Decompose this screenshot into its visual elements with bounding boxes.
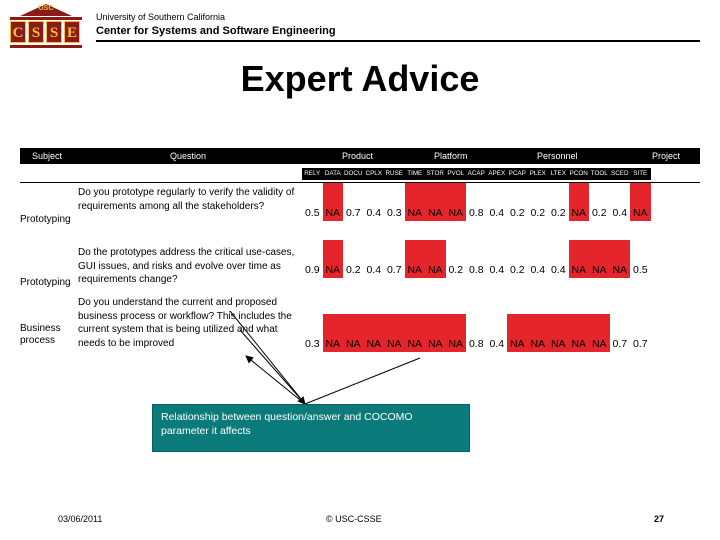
value-text: NA (345, 338, 361, 350)
arrow-question-line (240, 330, 305, 404)
column-subject: Subject (32, 151, 63, 161)
parameter-label: RELY (304, 170, 321, 177)
value-text: NA (366, 338, 382, 350)
parameter-label: DATA (324, 170, 341, 177)
value-text: NA (591, 338, 607, 350)
value-text: 0.4 (489, 338, 505, 350)
value-text: 0.2 (345, 264, 361, 276)
parameter-label: PVOL (447, 170, 465, 177)
parameter-label: DOCU (343, 170, 363, 177)
logo-letter: S (28, 21, 44, 43)
value-text: NA (325, 338, 341, 350)
value-text: 0.9 (304, 264, 320, 276)
value-text: NA (530, 338, 546, 350)
value-text: 0.8 (468, 264, 484, 276)
value-text: 0.7 (345, 207, 361, 219)
column-platform: Platform (434, 151, 468, 161)
value-text: NA (427, 264, 443, 276)
arrow-to-values (305, 358, 420, 404)
logo-letter: C (10, 21, 26, 43)
logo-letter: E (64, 21, 80, 43)
column-project: Project (652, 151, 681, 161)
value-text: NA (632, 207, 648, 219)
row-question: Do you prototype regularly to verify the validity of requirements among all the stakeholders? (78, 187, 295, 212)
value-text: 0.2 (550, 207, 566, 219)
parameter-label: LTEX (550, 170, 566, 177)
value-text: NA (448, 338, 464, 350)
value-text: 0.4 (612, 207, 628, 219)
value-text: 0.4 (366, 207, 382, 219)
footer-date: 03/06/2011 (58, 514, 103, 524)
value-text: NA (612, 264, 628, 276)
footer-copyright: © USC-CSSE (326, 514, 382, 524)
value-text: 0.3 (304, 338, 320, 350)
value-text: 0.8 (468, 207, 484, 219)
parameter-label: STOR (426, 170, 444, 177)
column-personnel: Personnel (537, 151, 578, 161)
callout-box: Relationship between question/answer and COCOMO parameter it affects (152, 404, 470, 452)
logo-usc-text: USC (38, 5, 54, 12)
parameter-label: RUSE (385, 170, 403, 177)
value-text: 0.7 (632, 338, 648, 350)
parameter-label: PCON (569, 170, 588, 177)
row-subject: Prototyping (20, 277, 71, 288)
parameter-label: SITE (633, 170, 648, 177)
value-text: NA (448, 207, 464, 219)
parameter-label: TIME (407, 170, 423, 177)
value-text: 0.4 (530, 264, 546, 276)
value-text: NA (571, 338, 587, 350)
value-text: NA (407, 264, 423, 276)
parameter-label: CPLX (365, 170, 382, 177)
value-text: 0.8 (468, 338, 484, 350)
row-question: Do the prototypes address the critical use-cases, GUI issues, and risks and evolve over time as requirements change? (78, 247, 295, 286)
value-text: 0.2 (509, 264, 525, 276)
value-text: 0.3 (386, 207, 402, 219)
value-text: NA (407, 338, 423, 350)
value-text: 0.2 (530, 207, 546, 219)
value-text: NA (509, 338, 525, 350)
column-question: Question (170, 151, 207, 161)
value-text: 0.2 (448, 264, 464, 276)
parameter-label: APEX (488, 170, 506, 177)
value-text: NA (386, 338, 402, 350)
value-text: 0.2 (591, 207, 607, 219)
value-text: NA (427, 207, 443, 219)
value-text: NA (427, 338, 443, 350)
value-text: NA (325, 264, 341, 276)
parameter-label: PCAP (508, 170, 526, 177)
value-text: NA (571, 207, 587, 219)
value-text: 0.5 (304, 207, 320, 219)
value-text: 0.2 (509, 207, 525, 219)
parameter-label: TOOL (590, 170, 608, 177)
logo-letter: S (46, 21, 62, 43)
value-text: 0.4 (366, 264, 382, 276)
row-subject: Business process (20, 323, 61, 346)
value-text: 0.4 (550, 264, 566, 276)
value-text: NA (325, 207, 341, 219)
value-text: 0.7 (612, 338, 628, 350)
center-name: Center for Systems and Software Engineering (96, 25, 336, 37)
arrow-to-question (246, 356, 305, 404)
parameter-label: PLEX (529, 170, 546, 177)
value-text: NA (407, 207, 423, 219)
value-text: NA (591, 264, 607, 276)
value-text: NA (571, 264, 587, 276)
column-product: Product (342, 151, 374, 161)
page-number: 27 (654, 514, 665, 524)
university-name: University of Southern California (96, 12, 226, 22)
page-title: Expert Advice (240, 58, 480, 99)
parameter-label: ACAP (467, 170, 485, 177)
row-question: Do you understand the current and proposed business process or workflow? This includes the current system that is being utilized and what needs to be improved (78, 297, 292, 349)
value-text: 0.7 (386, 264, 402, 276)
parameter-label: SCED (611, 170, 629, 177)
value-text: NA (550, 338, 566, 350)
value-text: 0.4 (489, 207, 505, 219)
value-text: 0.4 (489, 264, 505, 276)
arrow-to-callout (230, 311, 305, 404)
value-text: 0.5 (632, 264, 648, 276)
row-subject: Prototyping (20, 214, 71, 225)
